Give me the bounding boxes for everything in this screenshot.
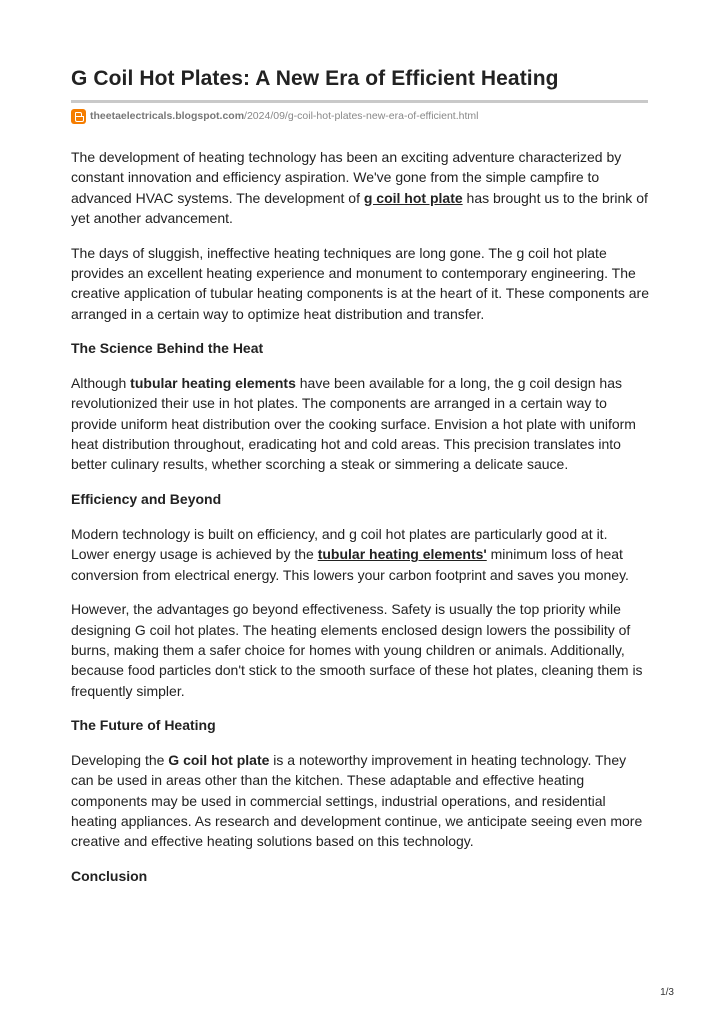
paragraph: However, the advantages go beyond effectiveness. Safety is usually the top priority while designing G coil hot plates. The heating elements enclosed design lowers the possibility of burns, making them a safer choice for homes with young children or animals. Additionally, because food particles don't stick to the smooth surface of these hot plates, cleaning them is frequently simpler. — [71, 601, 643, 699]
paragraph-text: Developing the — [71, 752, 169, 769]
paragraph: The days of sluggish, ineffective heating techniques are long gone. The g coil hot plate provides an excellent heating experience and monument to contemporary engineering. The creative application of tubular heating components is at the heart of it. These components are arranged in a certain way to optimize heat distribution and transfer. — [71, 244, 649, 322]
paragraph — [71, 750, 649, 851]
paragraph-text: Modern technology is built on efficiency, and g coil hot plates are particularly good at it. Lower energy usage is achieved by the — [71, 525, 608, 563]
paragraph-text: Although — [71, 375, 131, 392]
paragraph-text: has brought us to the brink of yet another advancement. — [71, 189, 648, 226]
bold-text: tubular heating elements — [130, 375, 296, 392]
bold-text: G coil hot plate — [168, 752, 270, 769]
section-heading-future: The Future of Heating — [71, 717, 216, 734]
paragraph-text: minimum loss of heat conversion from electrical energy. This lowers your carbon footprint and saves you money. — [71, 546, 629, 583]
paragraph-text: is a noteworthy improvement in heating technology. They can be used in areas other than the kitchen. These adaptable and effective heating components may be used in commercial settings, industrial operations, and residential heating appliances. As research and development continue, we anticipate seeing even more creative and effective heating solutions based on this technology. — [71, 752, 643, 850]
section-heading-conclusion: Conclusion — [71, 868, 148, 885]
article-page — [71, 64, 649, 901]
blogger-icon — [71, 109, 86, 124]
section-heading-efficiency: Efficiency and Beyond — [71, 491, 222, 508]
title-divider — [71, 100, 648, 103]
paragraph — [71, 524, 649, 585]
page-number: 1/3 — [660, 987, 674, 998]
paragraph-text: have been available for a long, the g coil design has revolutionized their use in hot plates. The components are arranged in a certain way to provide uniform heat distribution over the cooking surface. Envision a hot plate with uniform heat distribution throughout, eradicating hot and cold areas. This precision translates into better culinary results, whether scorching a steak or simmering a delicate sauce. — [71, 375, 636, 473]
g-coil-hot-plate-link[interactable]: g coil hot plate — [363, 189, 463, 206]
section-heading-science: The Science Behind the Heat — [71, 340, 264, 357]
tubular-heating-elements-link[interactable]: tubular heating elements' — [317, 546, 487, 563]
source-url[interactable] — [71, 108, 649, 124]
source-domain[interactable]: theetaelectricals.blogspot.com — [90, 110, 245, 122]
paragraph-text: The development of heating technology has been an exciting adventure characterized by constant innovation and efficiency aspiration. We've gone from the simple campfire to advanced HVAC systems. The development of — [71, 149, 622, 206]
article-body — [71, 147, 649, 886]
article-title: G Coil Hot Plates: A New Era of Efficient Heating — [71, 67, 559, 90]
source-path[interactable]: /2024/09/g-coil-hot-plates-new-era-of-efficient.html — [244, 110, 479, 122]
paragraph — [71, 373, 649, 474]
paragraph — [71, 147, 649, 228]
